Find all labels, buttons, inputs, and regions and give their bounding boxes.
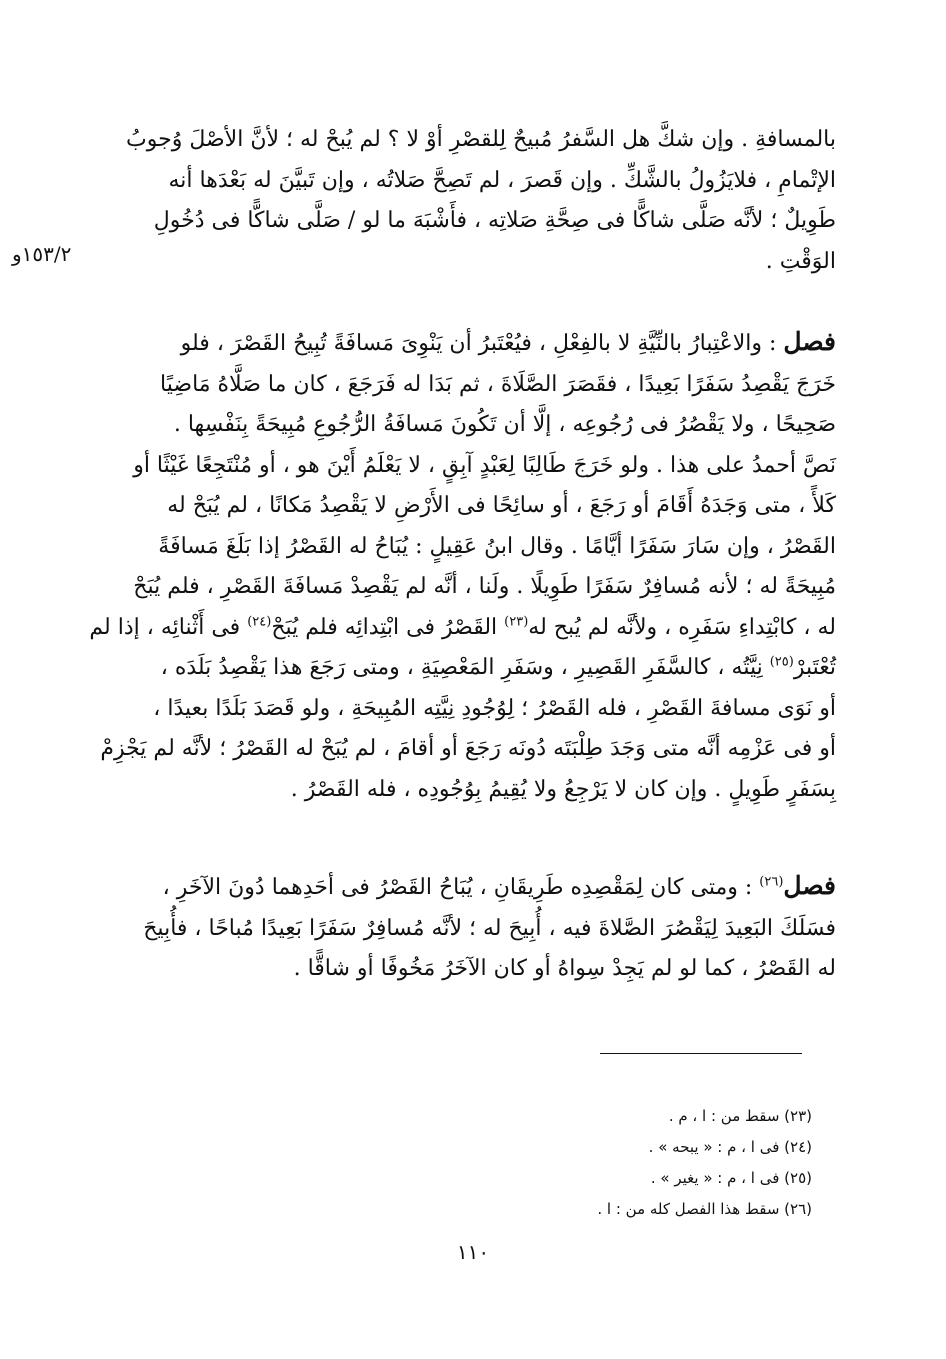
footnote-divider [600, 1053, 802, 1054]
footnotes [420, 1101, 812, 1225]
text-line: بالمسافةِ . وإن شكَّ هل السَّفرُ مُبيحٌ لِلقصْرِ أوْ لا ؟ لم يُبحْ له ؛ لأنَّ الأصْلَ وُجوبُ [126, 127, 836, 152]
footnote-ref-24: (٢٤) [247, 614, 272, 630]
section-intention [89, 322, 836, 810]
text-segment: نِيَّتُه ، كالسَّفَرِ القَصِيرِ ، وسَفَرِ المَعْصِيَةِ ، ومتى رَجَعَ هذا يَقْصِدُ بَلَدَه ، [160, 655, 770, 680]
text-line: الوَقْتِ . [765, 248, 836, 274]
text-segment: القَصْرُ فى ابْتِدائِه فلم يُبَحْ [271, 614, 505, 640]
text-line: نَصَّ أحمدُ على هذا . ولو خَرَجَ طَالِبًا لِعَبْدٍ آبِقٍ ، لا يَعْلَمُ أَيْنَ هو ، أو مُنْتَجِعًا غَيْثًا أو [133, 452, 836, 478]
section-heading: فصل [783, 327, 836, 356]
text-line: القَصْرُ ، وإن سَارَ سَفَرًا أيَّامًا . وقال ابنُ عَقِيلٍ : يُبَاحُ له القَصْرُ إذا بَلَغَ مَسافَةً [158, 533, 836, 559]
margin-folio-note: ١٥٣/٢و [12, 242, 72, 266]
text-line: مُبِيحَةً له ؛ لأنه مُسافِرٌ سَفَرًا طَوِيلًا . ولَنا ، أنَّه لم يَقْصِدْ مَسافَةَ القَصْرِ ، فلم يُبَحْ [133, 574, 836, 599]
text-line: فسَلَكَ البَعِيدَ لِيَقْصُرَ الصَّلاةَ فيه ، أُبِيحَ له ؛ لأنَّه مُسافِرٌ سَفَرًا بَعِيدًا مُباحًا ، فأُبِيحَ [143, 915, 836, 941]
section-heading: فصل [783, 871, 836, 900]
footnote-23: (٢٣) سقط من : ا ، م . [668, 1107, 812, 1125]
text-line: كَلأً ، متى وَجَدَهُ أَقَامَ أو رَجَعَ ، أو سائِحًا فى الأَرْضِ لا يَقْصِدُ مَكانًا ، لم يُبَحْ له [167, 493, 836, 518]
text-line [128, 648, 836, 689]
text-segment: له ، كابْتِداءِ سَفَرِه ، ولأنَّه لم يُبح له [528, 614, 836, 640]
footnote-25: (٢٥) فى ا ، م : « يغير » . [650, 1169, 812, 1187]
page-number: ١١٠ [456, 1240, 490, 1264]
footnote-ref-26: (٢٦) [759, 874, 784, 890]
footnote-26: (٢٦) سقط هذا الفصل كله من : ا . [597, 1200, 812, 1218]
text-line: طَوِيلٌ ؛ لأنَّه صَلَّى شاكًّا فى صِحَّةِ صَلاتِه ، فأَشْبَهَ ما لو / صَلَّى شاكًّا فى دُخُولِ [153, 208, 836, 233]
paragraph-continuation [128, 120, 836, 282]
text-line: الإتْمامِ ، فلايَزُولُ بالشَّكِّ . وإن قَصرَ ، لم تَصِحَّ صَلاتُه ، وإن تَبيَّنَ له بَعْدَها أنه [168, 167, 836, 193]
text-line: بِسَفَرٍ طَوِيلٍ . وإن كان لا يَرْجِعُ ولا يُقِيمُ بِوُجُودِه ، فله القَصْرُ . [290, 776, 836, 802]
text-line [89, 608, 836, 649]
footnote-ref-23: (٢٣) [504, 614, 529, 630]
text-line: خَرَجَ يَقْصِدُ سَفَرًا بَعِيدًا ، فقَصَرَ الصَّلَاةَ ، ثم بَدَا له فَرَجَعَ ، كان ما صَلَّاهُ مَاضِيًا [160, 371, 836, 397]
text-line: له القَصْرُ ، كما لو لم يَجِدْ سِواهُ أو كان الآخَرُ مَخُوفًا أو شاقًّا . [293, 956, 836, 981]
text-line: أو نَوَى مسافةَ القَصْرِ ، فله القَصْرُ ؛ لِوُجُودِ نِيَّتِه المُبِيحَةِ ، ولو قَصَدَ بَلَدًا بعيدًا ، [153, 695, 836, 721]
text-segment: : ومتى كان لِمَقْصِدِه طَرِيقَانِ ، يُبَاحُ القَصْرُ فى أحَدِهما دُونَ الآخَرِ ، [162, 875, 760, 900]
text-segment: تُعْتَبرْ [793, 655, 836, 680]
footnote-ref-25: (٢٥) [769, 654, 794, 670]
text-line: صَحِيحًا ، ولا يَقْصُرُ فى رُجُوعِه ، إلَّا أن تَكُونَ مَسافَةُ الرُّجُوعِ مُبِيحَةً بِنَفْسِها . [173, 412, 836, 437]
text-segment: : والاعْتِبارُ بالنِّيَّةِ لا بالفِعْلِ ، فيُعْتَبرُ أن يَنْوِىَ مَسافَةً تُبِيحُ القَصْرَ ، فلو [180, 331, 784, 356]
text-line [128, 866, 836, 909]
text-line: أو فى عَزْمِه أنَّه متى وَجَدَ طِلْبَتَه دُونَه رَجَعَ أو أقامَ ، لم يُبَحْ له القَصْرُ ؛ لأنَّه لم يَجْزِمْ [100, 736, 836, 761]
text-line [128, 322, 836, 365]
section-two-routes [128, 866, 836, 990]
text-segment: فى أَثْنائِه ، إذا لم [89, 614, 248, 640]
footnote-24: (٢٤) فى ا ، م : « يبحه » . [648, 1138, 812, 1156]
